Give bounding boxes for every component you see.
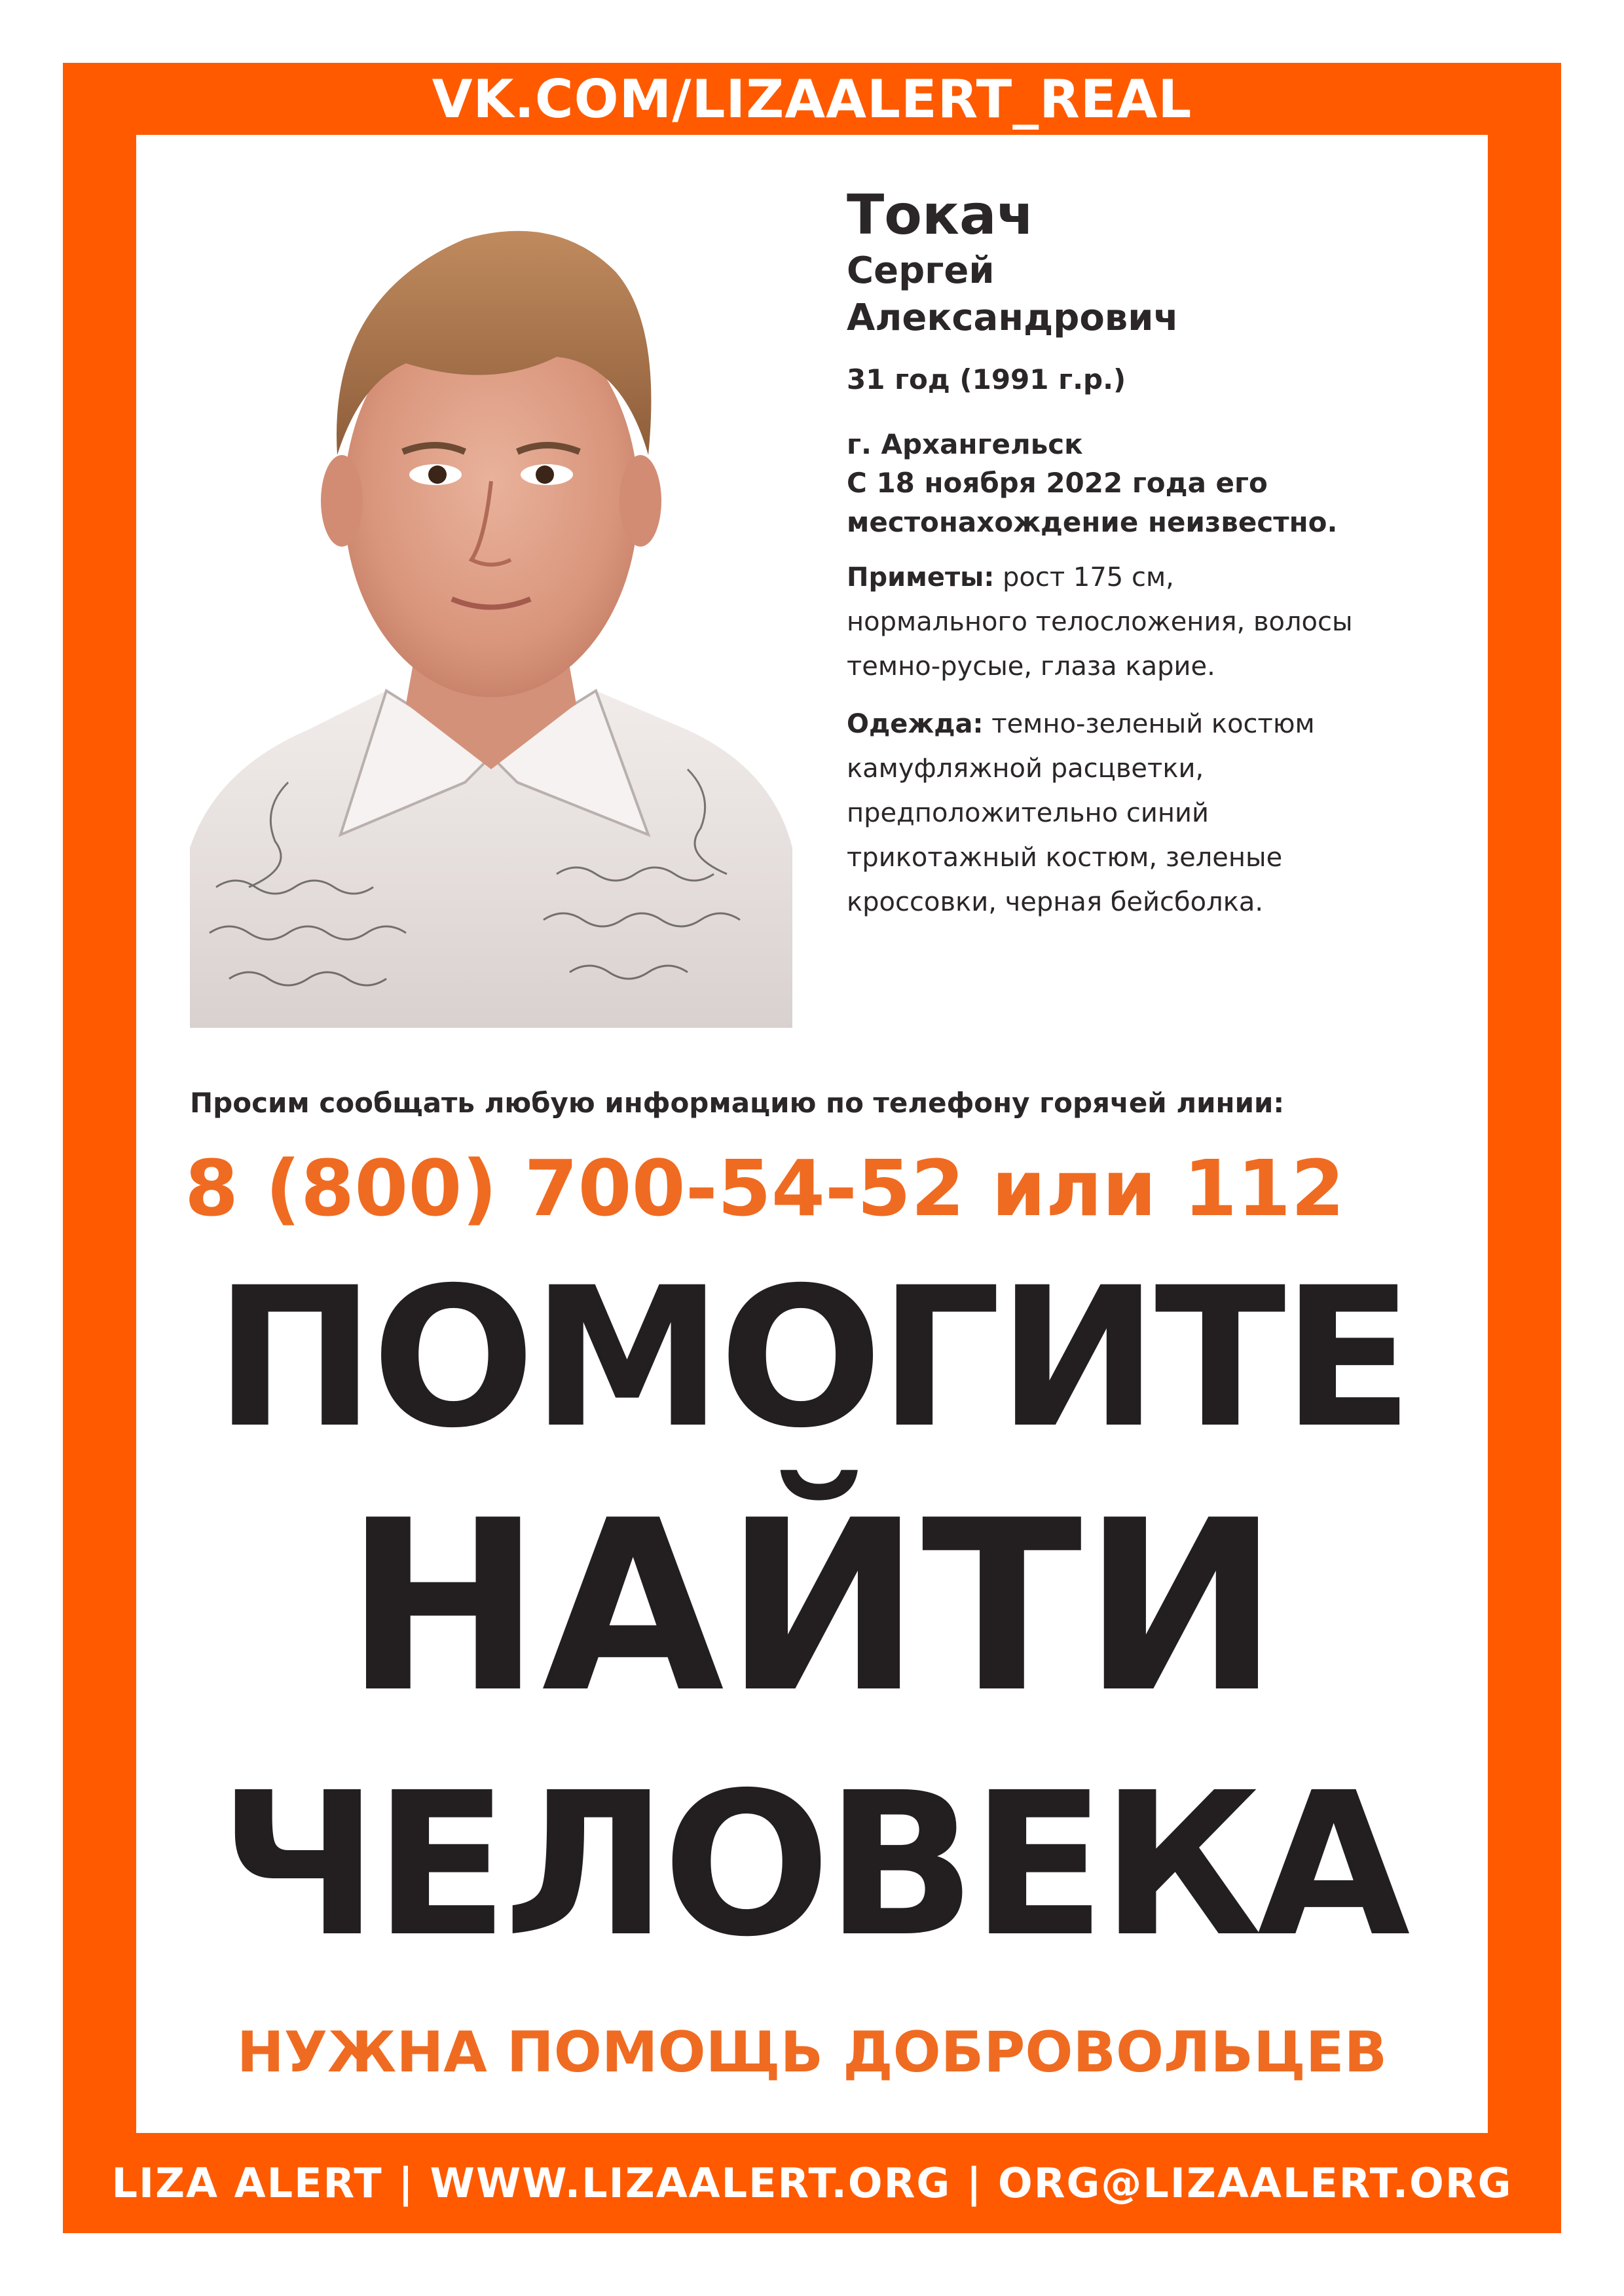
given-name: Сергей xyxy=(847,249,995,292)
features-line: темно-русые, глаза карие. xyxy=(847,651,1215,682)
features-line: рост 175 см, xyxy=(1003,562,1174,592)
clothes xyxy=(847,702,1475,924)
headline-help: ПОМОГИТЕ xyxy=(214,1247,1410,1470)
person-info xyxy=(847,182,1475,924)
person-photo xyxy=(190,193,792,1028)
features-label: Приметы: xyxy=(847,562,995,592)
features xyxy=(847,555,1475,689)
surname: Токач xyxy=(847,183,1035,247)
clothes-line: кроссовки, черная бейсболка. xyxy=(847,887,1264,917)
headline-find: НАЙТИ xyxy=(344,1470,1280,1744)
headline-person: ЧЕЛОВЕКА xyxy=(219,1751,1405,1980)
clothes-line: трикотажный костюм, зеленые xyxy=(847,843,1283,873)
missing-since-line2: местонахождение неизвестно. xyxy=(847,506,1338,538)
age: 31 год (1991 г.р.) xyxy=(847,363,1126,395)
features-line: нормального телосложения, волосы xyxy=(847,607,1353,637)
vk-link[interactable]: VK.COM/LIZAALERT_REAL xyxy=(432,68,1192,130)
clothes-line: темно-зеленый костюм xyxy=(991,709,1315,739)
clothes-line: камуфляжной расцветки, xyxy=(847,754,1204,784)
clothes-label: Одежда: xyxy=(847,709,984,739)
hotline-phone[interactable]: 8 (800) 700-54-52 или 112 xyxy=(185,1143,1345,1233)
clothes-line: предположительно синий xyxy=(847,798,1209,828)
volunteers-needed: НУЖНА ПОМОЩЬ ДОБРОВОЛЬЦЕВ xyxy=(236,2020,1388,2085)
missing-since-line1: С 18 ноября 2022 года его xyxy=(847,467,1268,499)
city: г. Архангельск xyxy=(847,428,1083,460)
footer-contacts[interactable]: LIZA ALERT | WWW.LIZAALERT.ORG | ORG@LIZAALERT.ORG xyxy=(111,2159,1513,2207)
hotline-request: Просим сообщать любую информацию по телефону горячей линии: xyxy=(190,1087,1285,1119)
patronymic: Александрович xyxy=(847,297,1179,339)
